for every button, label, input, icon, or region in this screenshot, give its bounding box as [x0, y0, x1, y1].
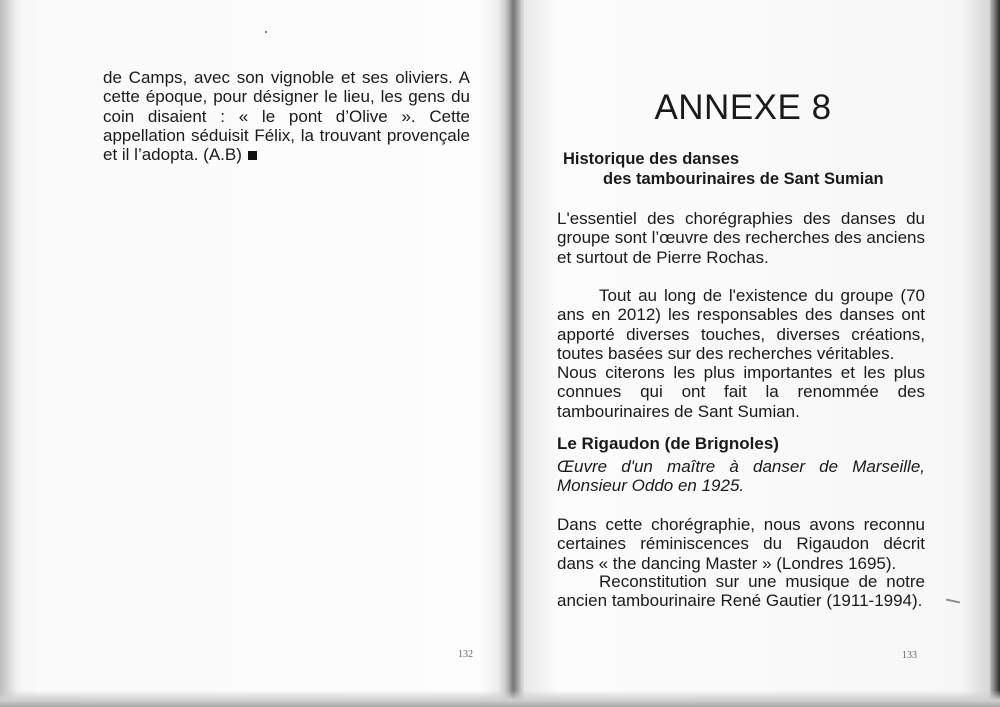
speck-mark — [265, 31, 267, 33]
right-page-number: 133 — [902, 650, 917, 661]
end-of-article-square-icon — [248, 151, 257, 160]
rigaudon-subheading: Le Rigaudon (de Brignoles) — [557, 434, 779, 453]
paragraph-choreography: Dans cette chorégraphie, nous avons reconnu certaines réminiscences du Rigaudon décrit dans « the dancing Master » (Londres 1695). — [557, 515, 925, 573]
annex-title: ANNEXE 8 — [654, 88, 832, 127]
paragraph-history: Tout au long de l'existence du groupe (70 ans en 2012) les responsables des danses ont apporté diverses touches, diverses créations, toutes basées sur des recherches véritables. — [557, 286, 925, 363]
rigaudon-origin: Œuvre d'un maître à danser de Marseille, Monsieur Oddo en 1925. — [557, 457, 925, 496]
pencil-mark — [946, 599, 960, 604]
left-page-number: 132 — [458, 649, 473, 660]
paragraph-citation: Nous citerons les plus importantes et les plus connues qui ont fait la renommée des tambourinaires de Sant Sumian. — [557, 363, 925, 421]
left-page-edge — [0, 0, 22, 707]
left-paragraph-text: de Camps, avec son vignoble et ses oliviers. A cette époque, pour désigner le lieu, les gens du coin disaient : « le pont d’Olive ». Cette appellation séduisit Félix, la trouvant provençale et il l’adopta. (A.B) — [103, 68, 470, 165]
section-heading-line-2: des tambourinaires de Sant Sumian — [603, 170, 884, 188]
bottom-page-edge — [0, 690, 1000, 707]
section-heading-line-1: Historique des danses — [563, 150, 740, 168]
book-gutter — [498, 0, 524, 707]
paragraph-intro: L'essentiel des chorégraphies des danses du groupe sont l’œuvre des recherches des anciens et surtout de Pierre Rochas. — [557, 209, 925, 267]
right-page-edge — [990, 0, 1000, 707]
left-page-paragraph — [103, 68, 470, 164]
paragraph-reconstitution: Reconstitution sur une musique de notre ancien tambourinaire René Gautier (1911-1994). — [557, 572, 925, 611]
